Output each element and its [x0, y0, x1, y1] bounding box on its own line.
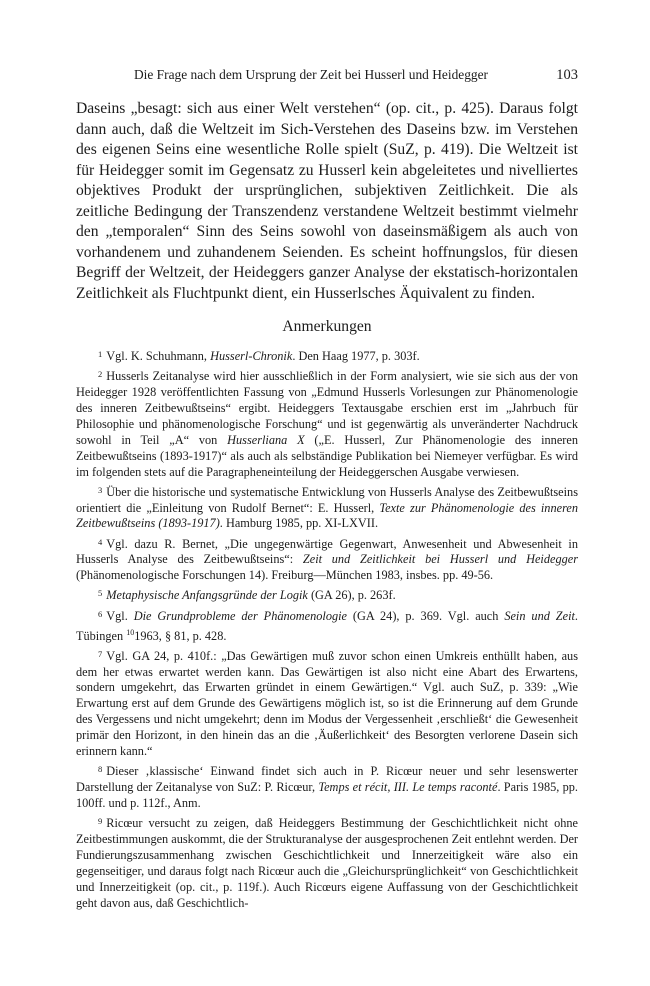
footnote-text: Vgl. Die Grundprobleme der Phänomenologie (GA 24), p. 369. Vgl. auch Sein und Zeit. Tübingen $^{10}$1963, § 81, p. 428.: [76, 608, 578, 643]
footnote: [76, 367, 578, 480]
footnote-number: 9: [98, 816, 103, 827]
footnote: [76, 647, 578, 760]
footnote: [76, 586, 578, 604]
footnote-number: 8: [98, 764, 103, 775]
footnote-number: 5: [98, 588, 103, 599]
footnote: [76, 535, 578, 585]
footnote-number: 7: [98, 648, 103, 659]
footnote: [76, 483, 578, 533]
footnote: [76, 607, 578, 645]
footnote-number: 2: [98, 369, 103, 380]
footnote: [76, 347, 578, 365]
footnote: [76, 814, 578, 911]
page-number: 103: [556, 67, 578, 83]
footnote: [76, 762, 578, 812]
footnote-number: 3: [98, 484, 103, 495]
footnote-number: 6: [98, 608, 103, 619]
footnote-text: Vgl. K. Schuhmann, Husserl-Chronik. Den Haag 1977, p. 303f.: [106, 349, 420, 363]
notes-heading: Anmerkungen: [282, 318, 372, 335]
footnote-text: Husserls Zeitanalyse wird hier ausschließlich in der Form analysiert, wie sie sich aus der von Heidegger 1928 veröffentlichten Fassung von „Edmund Husserls Vorlesungen zur Phänomenologie des inneren Zeitbewußtseins“ ergibt. Heideggers Textausgabe erschien erst im „Jahrbuch für Philosophie und phänomenologische Forschung“ und ist gegenwärtig als unveränderter Nachdruck sowohl in Teil „A“ von Husserliana X („E. Husserl, Zur Phänomenologie des inneren Zeitbewußtseins (1893-1917)“ als auch als selbständige Publikation bei Niemeyer verfügbar. Es wird im folgenden stets auf die Paragrapheneinteilung der Heideggerschen Ausgabe verwiesen.: [76, 369, 578, 479]
footnote-text: Vgl. dazu R. Bernet, „Die ungegenwärtige Gegenwart, Anwesenheit und Abwesenheit in Husserls Analyse des Zeitbewußtseins“: Zeit und Zeitlichkeit bei Husserl und Heidegger (Phänomenologische Forschungen 14). Freiburg—München 1983, insbes. pp. 49-56.: [76, 536, 578, 583]
footnote-text: Ricœur versucht zu zeigen, daß Heideggers Bestimmung der Geschichtlichkeit nicht ohne Zeitbestimmungen auskommt, die der Strukturanalyse der ausgesprochenen Zeit entlehnt werden. Der Fundierungszusammenhang zwischen Geschichtlichkeit und Innerzeitigkeit wäre also ein gegenseitiger, und daraus folgt nach Ricœur auch die „Gleichursprünglichkeit“ von Geschichtlichkeit und Innerzeitigkeit (op. cit., p. 119f.). Auch Ricœurs eigene Auffassung von der Geschichtlichkeit geht davon aus, daß Geschichtlich-: [76, 816, 578, 910]
body-text: [76, 99, 578, 304]
notes-list: [76, 347, 578, 914]
footnote-text: Über die historische und systematische Entwicklung von Husserls Analyse des Zeitbewußtseins orientiert die „Einleitung von Rudolf Bernet“: E. Husserl, Texte zur Phänomenologie des inneren Zeitbewußtseins (1893-1917). Hamburg 1985, pp. XI-LXVII.: [76, 484, 578, 531]
footnote-number: 1: [98, 349, 103, 359]
running-head-title: Die Frage nach dem Ursprung der Zeit bei Husserl und Heidegger: [134, 67, 488, 82]
footnote-text: Vgl. GA 24, p. 410f.: „Das Gewärtigen muß zuvor schon einen Umkreis enthüllt haben, aus dem her etwas erwartet werden kann. Das Gewärtigen ist also nicht eine Abart des Erwartens, sondern umgekehrt, das Erwarten gründet in einem Gewärtigen.“ Vgl. auch SuZ, p. 339: „Wie Erwartung erst auf dem Grunde des Gewärtigens möglich ist, so ist die Erinnerung auf dem Grunde des Vergessens und nicht umgekehrt; denn im Modus der Vergessenheit ‚erschließt‘ die Gewesenheit primär den Horizont, in den hinein das an die ‚Äußerlichkeit‘ des Besorgten verlorene Dasein sich erinnern kann.“: [76, 648, 578, 759]
footnote-text: Metaphysische Anfangsgründe der Logik (GA 26), p. 263f.: [106, 588, 396, 603]
footnote-number: 4: [98, 536, 103, 547]
footnote-text: Dieser ‚klassische‘ Einwand findet sich auch in P. Ricœur neuer und sehr lesenswerter Darstellung der Zeitanalyse von SuZ: P. Ricœur, Temps et récit, III. Le temps raconté. Paris 1985, pp. 100ff. und p. 112f., Anm.: [76, 764, 578, 810]
body-paragraph: Daseins „besagt: sich aus einer Welt verstehen“ (op. cit., p. 425). Daraus folgt dann auch, daß die Weltzeit im Sich-Verstehen des Daseins bzw. im Verstehen des eigenen Seins eine wesentliche Rolle spielt (SuZ, p. 419). Die Weltzeit ist für Heidegger somit im Gegensatz zu Husserl kein abgeleitetes und nivelliertes objektives Produkt der ursprünglichen, subjektiven Zeitlichkeit. Die als zeitliche Bedingung der Transzendenz verstandene Weltzeit bestimmt vielmehr den „temporalen“ Sinn des Seins sowohl von daseinsmäßigem als auch von vorhandenem und zuhandenem Seienden. Es scheint hoffnungslos, für diesen Begriff der Weltzeit, der Heideggers ganzer Analyse der ekstatisch-horizontalen Zeitlichkeit als Fluchtpunkt dient, ein Husserlsches Äquivalent zu finden.: [76, 100, 578, 302]
